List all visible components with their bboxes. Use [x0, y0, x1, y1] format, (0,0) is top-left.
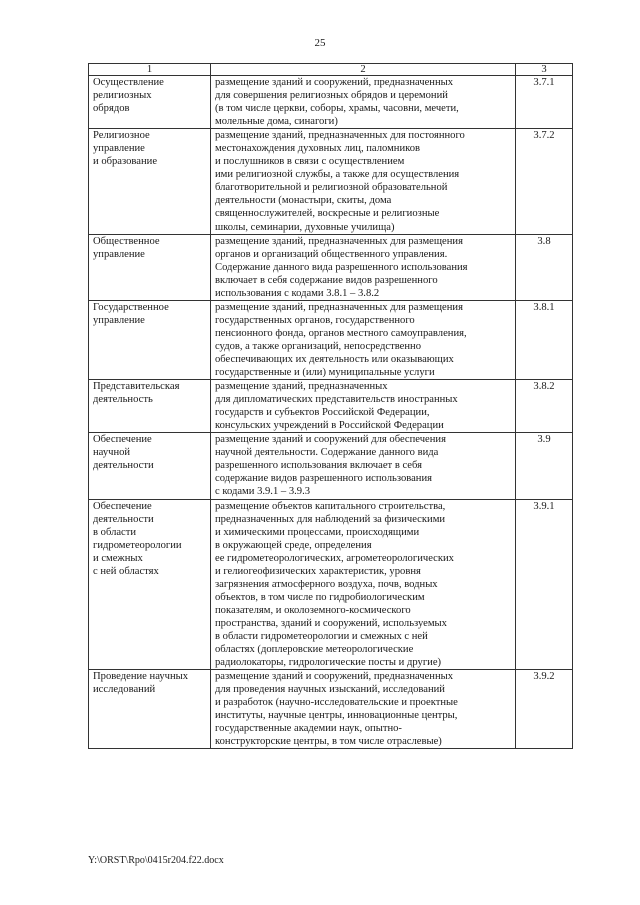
use-type-name — [89, 380, 211, 433]
use-type-description-line: для дипломатических представительств иностранных — [215, 394, 458, 406]
use-type-code: 3.9.2 — [516, 670, 573, 749]
use-type-description-line: научной деятельности. Содержание данного вида — [215, 447, 439, 459]
use-type-name-line: Общественное — [93, 235, 160, 247]
land-use-table — [88, 63, 573, 749]
use-type-description-line: местонахождения духовных лиц, паломников — [215, 143, 421, 155]
use-type-description-line: размещение зданий, предназначенных для размещения — [215, 235, 463, 247]
use-type-description-line: конструкторские центры, в том числе отраслевые) — [215, 736, 442, 748]
column-header: 3 — [516, 64, 573, 76]
use-type-description — [211, 76, 516, 129]
page-number: 25 — [314, 37, 326, 49]
column-header: 1 — [89, 64, 211, 76]
use-type-name-line: Обеспечение — [93, 434, 152, 446]
use-type-name — [89, 499, 211, 670]
use-type-description-line: молельные дома, синагоги) — [215, 116, 338, 128]
use-type-description-line: Содержание данного вида разрешенного использования — [215, 261, 468, 273]
use-type-name-line: Обеспечение — [93, 500, 152, 512]
use-type-description — [211, 234, 516, 300]
use-type-description — [211, 380, 516, 433]
use-type-description-line: государственные и (или) муниципальные услуги — [215, 367, 435, 379]
use-type-name — [89, 670, 211, 749]
use-type-description-line: пространства, зданий и сооружений, используемых — [215, 617, 447, 629]
table-header-row — [89, 64, 573, 76]
use-type-description-line: и гелиогеофизических характеристик, уровня — [215, 565, 421, 577]
use-type-name-line: исследований — [93, 684, 156, 696]
use-type-description-line: в области гидрометеорологии и смежных с ней — [215, 630, 428, 642]
use-type-name-line: и образование — [93, 156, 158, 168]
use-type-code: 3.8.2 — [516, 380, 573, 433]
use-type-name-line: управление — [93, 248, 145, 260]
use-type-name — [89, 76, 211, 129]
use-type-description-line: размещение зданий, предназначенных для постоянного — [215, 130, 465, 142]
use-type-name-line: и смежных — [93, 552, 143, 564]
use-type-code: 3.9.1 — [516, 499, 573, 670]
use-type-name — [89, 300, 211, 379]
use-type-name — [89, 234, 211, 300]
use-type-description-line: размещение объектов капитального строительства, — [215, 500, 446, 512]
use-type-description-line: показателям, и околоземного-космического — [215, 604, 411, 616]
use-type-code: 3.7.1 — [516, 76, 573, 129]
use-type-description-line: использования с кодами 3.8.1 – 3.8.2 — [215, 287, 380, 299]
table-row — [89, 380, 573, 433]
use-type-name-line: Государственное — [93, 301, 169, 313]
column-header: 2 — [211, 64, 516, 76]
use-type-description-line: для проведения научных изысканий, исследований — [215, 684, 445, 696]
use-type-description-line: благотворительной и религиозной образовательной — [215, 182, 448, 194]
use-type-description-line: государственных органов, государственного — [215, 314, 415, 326]
use-type-description-line: и разработок (научно-исследовательские и проектные — [215, 697, 458, 709]
use-type-description-line: обеспечивающих их деятельность или оказывающих — [215, 353, 454, 365]
use-type-description-line: размещение зданий, предназначенных — [215, 381, 388, 393]
use-type-name-line: гидрометеорологии — [93, 539, 182, 551]
use-type-name-line: деятельности — [93, 513, 154, 525]
table-row — [89, 76, 573, 129]
use-type-description-line: размещение зданий и сооружений, предназначенных — [215, 671, 454, 683]
table-row — [89, 670, 573, 749]
use-type-description-line: включает в себя содержание видов разрешенного — [215, 274, 438, 286]
use-type-description-line: государственные академии наук, опытно- — [215, 723, 402, 735]
use-type-description-line: загрязнения атмосферного воздуха, почв, водных — [215, 578, 438, 590]
use-type-name-line: управление — [93, 143, 145, 155]
use-type-description-line: областях (доплеровские метеорологические — [215, 644, 414, 656]
use-type-description-line: священнослужителей, воскресные и религиозные — [215, 208, 440, 220]
table-row — [89, 234, 573, 300]
use-type-description-line: органов и организаций общественного управления. — [215, 248, 448, 260]
use-type-description-line: и послушников в связи с осуществлением — [215, 156, 405, 168]
use-type-description-line: в окружающей среде, определения — [215, 539, 372, 551]
use-type-description-line: судов, а также организаций, непосредственно — [215, 340, 421, 352]
use-type-description-line: радиолокаторы, гидрологические посты и другие) — [215, 657, 442, 669]
use-type-description-line: размещение зданий и сооружений, предназначенных — [215, 77, 454, 88]
use-type-description — [211, 433, 516, 499]
use-type-description-line: разрешенного использования включает в себя — [215, 460, 423, 472]
use-type-name-line: обрядов — [93, 103, 130, 115]
use-type-name-line: Проведение научных — [93, 671, 189, 683]
use-type-description — [211, 670, 516, 749]
use-type-description-line: размещение зданий, предназначенных для размещения — [215, 301, 463, 313]
use-type-description-line: пенсионного фонда, органов местного самоуправления, — [215, 327, 467, 339]
use-type-name — [89, 129, 211, 234]
use-type-code: 3.8.1 — [516, 300, 573, 379]
use-type-name-line: научной — [93, 447, 131, 459]
use-type-description-line: для совершения религиозных обрядов и церемоний — [215, 90, 448, 102]
use-type-description-line: с кодами 3.9.1 – 3.9.3 — [215, 486, 311, 498]
use-type-name-line: управление — [93, 314, 145, 326]
use-type-name-line: религиозных — [93, 90, 152, 102]
use-type-description-line: объектов, в том числе по гидробиологическим — [215, 591, 425, 603]
use-type-name-line: деятельность — [93, 394, 153, 406]
use-type-description-line: размещение зданий и сооружений для обеспечения — [215, 434, 446, 446]
use-type-name-line: в области — [93, 526, 137, 538]
use-type-description-line: школы, семинарии, духовные училища) — [215, 221, 395, 233]
use-type-description-line: (в том числе церкви, соборы, храмы, часовни, мечети, — [215, 103, 459, 115]
use-type-description — [211, 129, 516, 234]
use-type-description-line: содержание видов разрешенного использования — [215, 473, 433, 485]
use-type-code: 3.9 — [516, 433, 573, 499]
use-type-name — [89, 433, 211, 499]
use-type-description-line: ее гидрометеорологических, агрометеорологических — [215, 552, 454, 564]
use-type-description — [211, 300, 516, 379]
use-type-code: 3.8 — [516, 234, 573, 300]
use-type-name-line: Религиозное — [93, 130, 150, 142]
use-type-description-line: консульских учреждений в Российской Федерации — [215, 420, 444, 432]
use-type-description — [211, 499, 516, 670]
use-type-code: 3.7.2 — [516, 129, 573, 234]
table-row — [89, 433, 573, 499]
table-row — [89, 300, 573, 379]
use-type-description-line: государств и субъектов Российской Федерации, — [215, 407, 430, 419]
table-row — [89, 129, 573, 234]
file-path-footer: Y:\ORST\Rpo\0415r204.f22.docx — [88, 855, 224, 866]
use-type-description-line: и химическими процессами, происходящими — [215, 526, 420, 538]
use-type-name-line: Осуществление — [93, 77, 164, 88]
use-type-description-line: ими религиозной службы, а также для осуществления — [215, 169, 460, 181]
use-type-name-line: Представительская — [93, 381, 180, 393]
table-row — [89, 499, 573, 670]
use-type-description-line: деятельности (монастыри, скиты, дома — [215, 195, 392, 207]
use-type-description-line: предназначенных для наблюдений за физическими — [215, 513, 446, 525]
use-type-name-line: с ней областях — [93, 565, 159, 577]
use-type-description-line: институты, научные центры, инновационные центры, — [215, 710, 458, 722]
use-type-name-line: деятельности — [93, 460, 154, 472]
